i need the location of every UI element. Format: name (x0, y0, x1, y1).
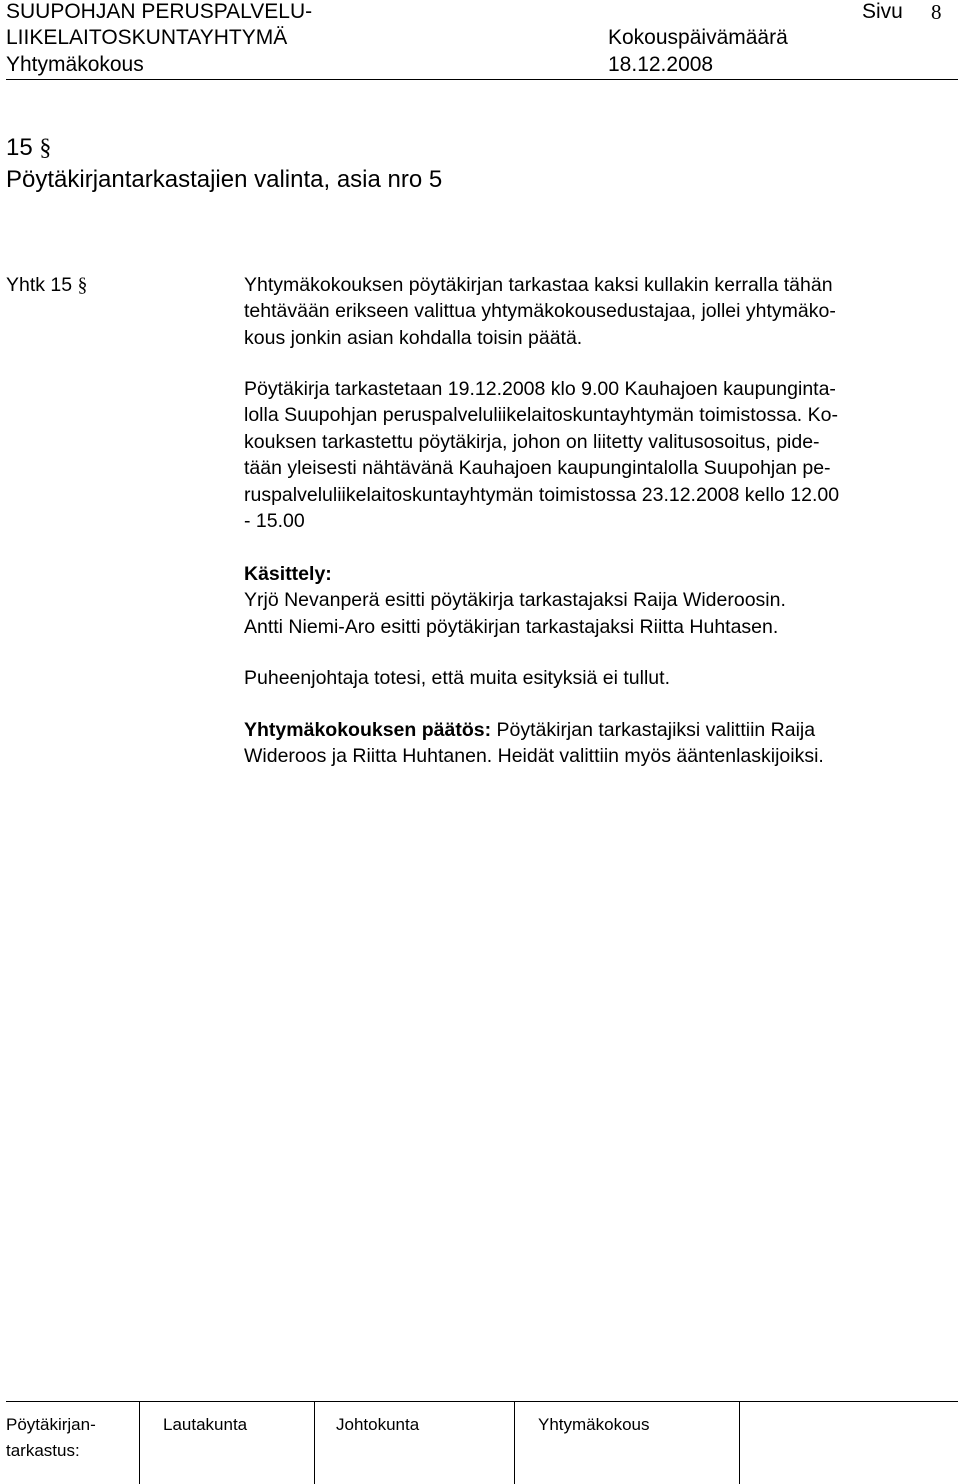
text-line: kouksen tarkastettu pöytäkirja, johon on liitetty valitusosoitus, pide- (244, 430, 820, 453)
decision-line1 (244, 717, 944, 743)
footer-column-divider (739, 1402, 740, 1484)
section-number-line (6, 133, 51, 163)
footer-inspection-label-2: tarkastus: (6, 1441, 80, 1460)
chair-note (244, 665, 944, 691)
header-divider (6, 79, 958, 80)
handling-label: Käsittely: (244, 563, 332, 585)
handling-line: Yrjö Nevanperä esitti pöytäkirja tarkastajaksi Raija Wideroosin. (244, 589, 786, 612)
date-label: Kokouspäivämäärä (608, 26, 788, 49)
footer-column-divider (139, 1402, 140, 1484)
text-line: tehtävään erikseen valittua yhtymäkokousedustajaa, jollei yhtymäko- (244, 300, 836, 323)
text-line: kous jonkin asian kohdalla toisin päätä. (244, 326, 583, 349)
meeting-date: 18.12.2008 (608, 53, 714, 76)
decision-label: Yhtymäkokouksen päätös: (244, 719, 492, 741)
footer-board-label: Lautakunta (163, 1415, 248, 1434)
item-reference (6, 272, 87, 299)
section-number: 15 (6, 134, 33, 161)
text-line: ruspalveluliikelaitoskuntayhtymän toimistossa 23.12.2008 kello 12.00 (244, 483, 840, 506)
footer-column-divider (314, 1402, 315, 1484)
footer-management-label: Johtokunta (336, 1415, 420, 1434)
section-symbol: § (39, 135, 52, 161)
org-name-line2: LIIKELAITOSKUNTAYHTYMÄ (6, 26, 288, 49)
text-line: - 15.00 (244, 510, 305, 533)
page-number: 8 (931, 0, 942, 24)
footer-inspection-label-1: Pöytäkirjan- (6, 1415, 96, 1434)
org-name-line1: SUUPOHJAN PERUSPALVELU- (6, 0, 313, 23)
decision-text-1: Pöytäkirjan tarkastajiksi valittiin Raija (491, 719, 816, 741)
item-ref-text: Yhtk 15 (6, 274, 73, 296)
item-ref-symbol: § (77, 275, 88, 296)
page-label: Sivu (862, 0, 903, 23)
section-title: Pöytäkirjantarkastajien valinta, asia nro 5 (6, 166, 443, 193)
handling-line: Antti Niemi-Aro esitti pöytäkirjan tarkastajaksi Riitta Huhtasen. (244, 615, 779, 638)
text-line: lolla Suupohjan peruspalveluliikelaitoskuntayhtymän toimistossa. Ko- (244, 404, 838, 427)
decision-line2: Wideroos ja Riitta Huhtanen. Heidät valittiin myös ääntenlaskijoiksi. (244, 745, 824, 768)
footer-meeting-label: Yhtymäkokous (538, 1415, 650, 1434)
meeting-type: Yhtymäkokous (6, 53, 144, 76)
paragraph-inspection (244, 376, 944, 534)
footer-divider (6, 1401, 958, 1402)
text-line: Pöytäkirja tarkastetaan 19.12.2008 klo 9.00 Kauhajoen kaupunginta- (244, 378, 836, 400)
chair-note-text: Puheenjohtaja totesi, että muita esityksiä ei tullut. (244, 667, 670, 689)
paragraph-rules (244, 272, 944, 351)
decision-section (244, 717, 944, 770)
footer-column-divider (514, 1402, 515, 1484)
text-line: Yhtymäkokouksen pöytäkirjan tarkastaa kaksi kullakin kerralla tähän (244, 274, 833, 296)
text-line: tään yleisesti nähtävänä Kauhajoen kaupungintalolla Suupohjan pe- (244, 457, 831, 480)
handling-section (244, 561, 944, 640)
